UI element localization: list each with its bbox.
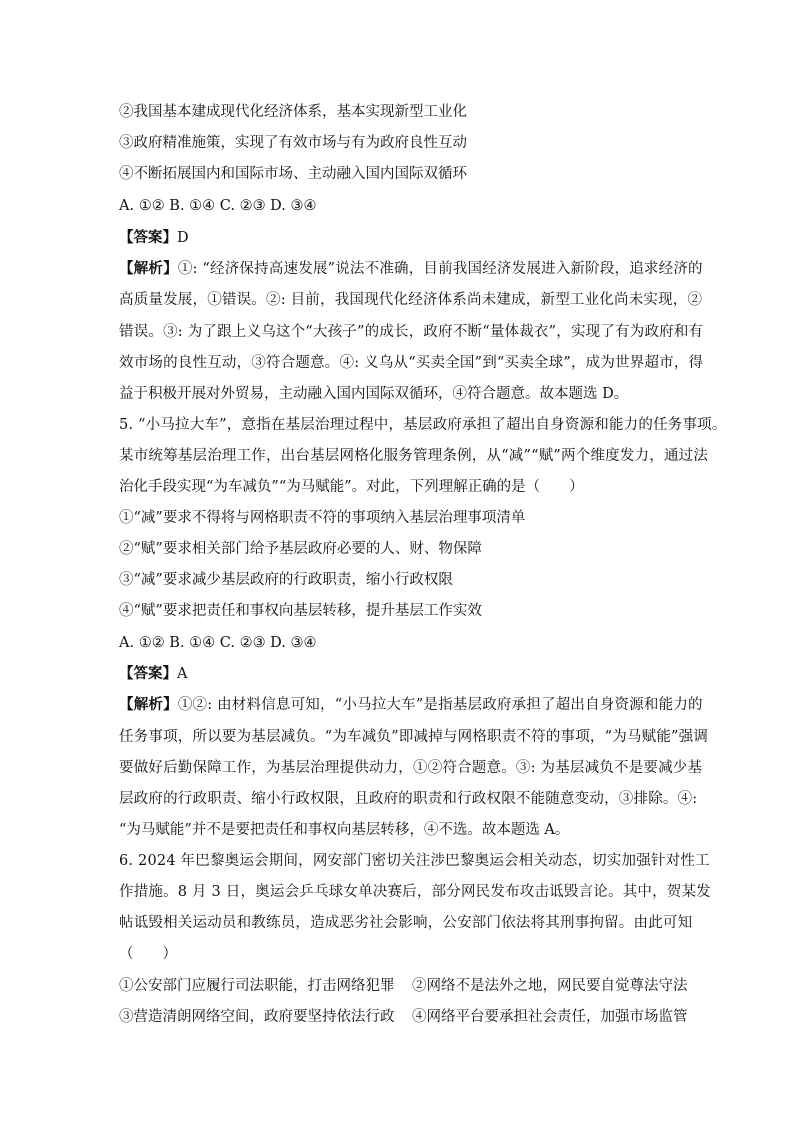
answer-tag: 【答案】 bbox=[119, 665, 177, 682]
q5-option-1: ①“减”要求不得将与网格职责不符的事项纳入基层治理事项清单 bbox=[119, 510, 526, 526]
q5-stem-line-1: 5. “小马拉大车”，意指在基层治理过程中，基层政府承担了超出自身资源和能力的任务事项。 bbox=[119, 417, 727, 433]
q4-analysis-line-4: 效市场的良性互动，③符合题意。④: 义乌从“买卖全国”到“买卖全球”，成为世界超市，得 bbox=[119, 355, 704, 371]
analysis-text: ①②: 由材料信息可知，“小马拉大车”是指基层政府承担了超出自身资源和能力的 bbox=[177, 697, 703, 713]
q4-analysis-line-3: 错误。③: 为了跟上义乌这个“大孩子”的成长，政府不断“量体裁衣”，实现了有为政府和有 bbox=[119, 324, 704, 340]
q5-analysis-line-2: 任务事项，所以要为基层减负。“为车减负”即减掉与网格职责不符的事项，“为马赋能”强调 bbox=[119, 729, 709, 745]
answer-tag: 【答案】 bbox=[119, 229, 177, 246]
q5-analysis-line-3: 要做好后勤保障工作，为基层治理提供动力，①②符合题意。③: 为基层减负不是要减少基 bbox=[119, 760, 703, 776]
q6-option-3: ③营造清朗网络空间，政府要坚持依法行政 bbox=[119, 1009, 395, 1025]
answer-value: D bbox=[177, 230, 189, 246]
q4-choices: A. ①② B. ①④ C. ②③ D. ③④ bbox=[119, 198, 317, 214]
q5-analysis-line-4: 层政府的行政职责、缩小行政权限，且政府的职责和行政权限不能随意变动，③排除。④: bbox=[119, 791, 698, 807]
q6-option-1: ①公安部门应履行司法职能，打击网络犯罪 bbox=[119, 978, 395, 994]
q5-analysis-line-5: “为马赋能”并不是要把责任和事权向基层转移，④不选。故本题选 A。 bbox=[119, 822, 570, 838]
q5-stem-line-3: 治化手段实现“为车减负”“为马赋能”。对此，下列理解正确的是（ ） bbox=[119, 479, 584, 495]
q5-option-4: ④“赋”要求把责任和事权向基层转移，提升基层工作实效 bbox=[119, 603, 482, 619]
q5-choices: A. ①② B. ①④ C. ②③ D. ③④ bbox=[119, 635, 317, 651]
analysis-tag: 【解析】 bbox=[119, 260, 178, 277]
answer-value: A bbox=[177, 666, 188, 682]
q4-option-2: ②我国基本建成现代化经济体系，基本实现新型工业化 bbox=[119, 104, 467, 120]
q5-answer bbox=[119, 664, 187, 684]
analysis-text: ①: “经济保持高速发展”说法不准确，目前我国经济发展进入新阶段，追求经济的 bbox=[177, 261, 703, 277]
q6-option-4: ④网络平台要承担社会责任，加强市场监管 bbox=[412, 1009, 688, 1025]
q6-stem-line-3: 帖诋毁相关运动员和教练员，造成恶劣社会影响，公安部门依法将其刑事拘留。由此可知 bbox=[119, 915, 693, 931]
q4-answer bbox=[119, 228, 189, 248]
q6-stem-line-1: 6. 2024 年巴黎奥运会期间，网安部门密切关注涉巴黎奥运会相关动态，切实加强针对性工 bbox=[119, 853, 710, 869]
q6-stem-line-2: 作措施。8 月 3 日，奥运会乒乓球女单决赛后，部分网民发布攻击诋毁言论。其中，贺某发 bbox=[119, 884, 711, 900]
q4-analysis-line-1 bbox=[119, 259, 703, 279]
q5-stem-line-2: 某市统筹基层治理工作，出台基层网格化服务管理条例，从“减”“赋”两个维度发力，通过法 bbox=[119, 448, 709, 464]
analysis-tag: 【解析】 bbox=[119, 696, 178, 713]
q5-option-3: ③“减”要求减少基层政府的行政职责，缩小行政权限 bbox=[119, 572, 453, 588]
q4-analysis-line-2: 高质量发展，①错误。②: 目前，我国现代化经济体系尚未建成，新型工业化尚未实现，② bbox=[119, 292, 703, 308]
q6-stem-line-4: （ ） bbox=[119, 946, 177, 962]
q5-option-2: ②“赋”要求相关部门给予基层政府必要的人、财、物保障 bbox=[119, 541, 482, 557]
q4-option-4: ④不断拓展国内和国际市场、主动融入国内国际双循环 bbox=[119, 166, 467, 182]
q4-option-3: ③政府精准施策，实现了有效市场与有为政府良性互动 bbox=[119, 135, 467, 151]
q4-analysis-line-5: 益于积极开展对外贸易，主动融入国内国际双循环，④符合题意。故本题选 D。 bbox=[119, 386, 629, 402]
q6-option-2: ②网络不是法外之地，网民要自觉尊法守法 bbox=[412, 978, 688, 994]
q5-analysis-line-1 bbox=[119, 695, 703, 715]
